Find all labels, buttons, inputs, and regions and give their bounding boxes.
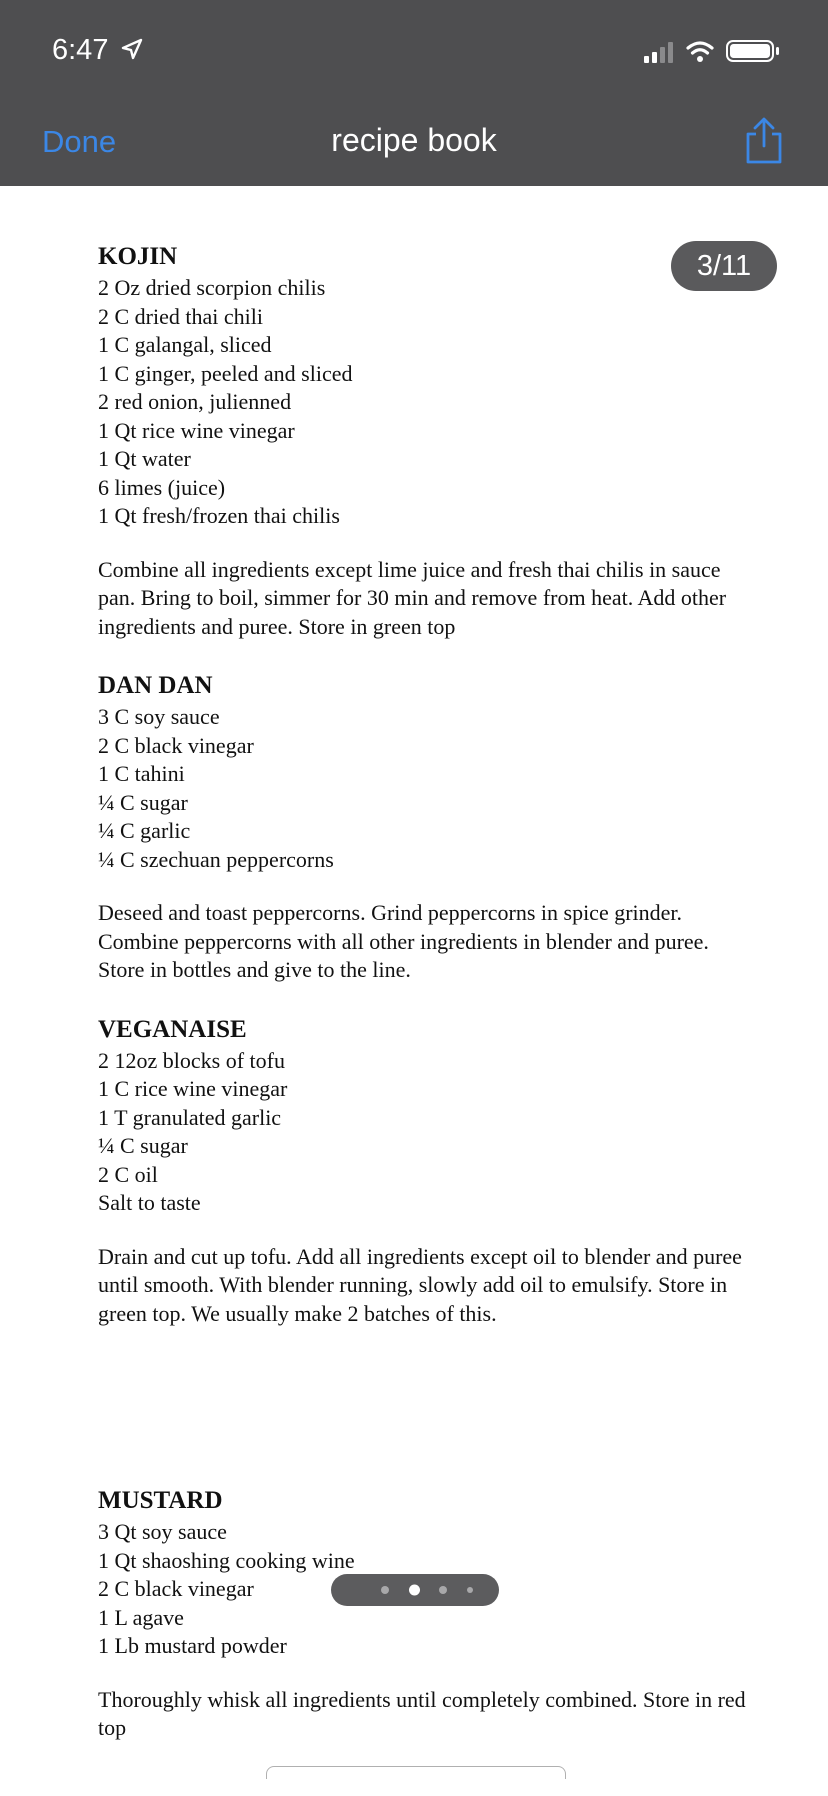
recipe-kojin bbox=[98, 240, 758, 641]
recipe-mustard bbox=[98, 1484, 758, 1743]
ingredient-line: 6 limes (juice) bbox=[98, 474, 226, 500]
location-arrow-icon bbox=[121, 38, 143, 60]
status-time-text: 6:47 bbox=[52, 34, 109, 66]
ingredient-line: 2 12oz blocks of tofu bbox=[98, 1047, 285, 1073]
recipe-instructions: Combine all ingredients except lime juice and fresh thai chilis in sauce pan. Bring to boil, simmer for 30 min and remove from heat. Add other ingredients and puree. Store in green top bbox=[98, 556, 727, 639]
recipe-veganaise bbox=[98, 1013, 758, 1329]
top-bar bbox=[0, 0, 828, 186]
ingredient-line: 3 Qt soy sauce bbox=[98, 1519, 227, 1544]
status-icons bbox=[630, 38, 790, 64]
ingredient-line: 1 Lb mustard powder bbox=[98, 1633, 287, 1658]
cellular-signal-icon bbox=[644, 42, 673, 63]
ingredient-line: 2 C oil bbox=[98, 1161, 158, 1187]
ingredient-line: 3 C soy sauce bbox=[98, 704, 220, 729]
ingredient-line: 2 red onion, julienned bbox=[98, 389, 292, 414]
share-button[interactable] bbox=[742, 116, 786, 171]
document-page bbox=[98, 240, 758, 1771]
page-dot[interactable] bbox=[439, 1586, 447, 1594]
recipe-dan-dan bbox=[98, 669, 758, 985]
ingredient-line: 2 Oz dried scorpion chilis bbox=[98, 275, 326, 300]
ingredient-line: ¼ C sugar bbox=[98, 1133, 188, 1158]
ingredient-line: 2 C black vinegar bbox=[98, 1576, 254, 1601]
ingredient-line: ¼ C garlic bbox=[98, 818, 191, 843]
ingredient-line: 1 Qt water bbox=[98, 446, 191, 471]
recipe-instructions: Thoroughly whisk all ingredients until completely combined. Store in red top bbox=[98, 1686, 746, 1740]
page-dot-active[interactable] bbox=[409, 1585, 420, 1596]
ingredient-line: Salt to taste bbox=[98, 1190, 201, 1215]
ingredient-line: 2 C dried thai chili bbox=[98, 303, 263, 329]
home-indicator bbox=[266, 1766, 566, 1779]
ingredient-line: 1 T granulated garlic bbox=[98, 1104, 282, 1130]
ingredient-line: 2 C black vinegar bbox=[98, 732, 254, 758]
ingredient-line: 1 C rice wine vinegar bbox=[98, 1076, 288, 1101]
page-counter-badge: 3/11 bbox=[671, 241, 777, 291]
recipe-instructions: Drain and cut up tofu. Add all ingredients except oil to blender and puree until smooth. With blender running, slowly add oil to emulsify. Store in green top. We usually make 2 batches of this. bbox=[98, 1243, 742, 1326]
recipe-title: MUSTARD bbox=[98, 1487, 223, 1514]
ingredient-line: 1 Qt rice wine vinegar bbox=[98, 417, 295, 443]
ingredient-line: 1 L agave bbox=[98, 1604, 184, 1630]
share-icon bbox=[742, 116, 786, 166]
wifi-icon bbox=[688, 43, 712, 62]
page-gap bbox=[98, 1356, 758, 1484]
ingredient-line: 1 C tahini bbox=[98, 761, 185, 786]
page-dots-indicator[interactable] bbox=[331, 1574, 499, 1606]
page-dot[interactable] bbox=[381, 1586, 389, 1594]
recipe-title: DAN DAN bbox=[98, 672, 213, 699]
ingredient-line: ¼ C sugar bbox=[98, 789, 188, 815]
done-button[interactable]: Done bbox=[42, 124, 117, 159]
ingredient-line: 1 C ginger, peeled and sliced bbox=[98, 360, 353, 386]
ingredient-line: 1 C galangal, sliced bbox=[98, 332, 272, 357]
ingredient-line: ¼ C szechuan peppercorns bbox=[98, 846, 334, 872]
ingredient-line: 1 Qt fresh/frozen thai chilis bbox=[98, 503, 340, 528]
page-dot[interactable] bbox=[467, 1587, 473, 1593]
recipe-instructions: Deseed and toast peppercorns. Grind peppercorns in spice grinder. Combine peppercorns with all other ingredients in blender and puree. Store in bottles and give to the line. bbox=[98, 900, 709, 982]
battery-icon bbox=[727, 41, 779, 61]
page-title: recipe book bbox=[331, 122, 497, 158]
ingredient-line: 1 Qt shaoshing cooking wine bbox=[98, 1547, 355, 1573]
recipe-title: KOJIN bbox=[98, 243, 178, 270]
status-time bbox=[52, 34, 143, 67]
recipe-title: VEGANAISE bbox=[98, 1015, 247, 1043]
